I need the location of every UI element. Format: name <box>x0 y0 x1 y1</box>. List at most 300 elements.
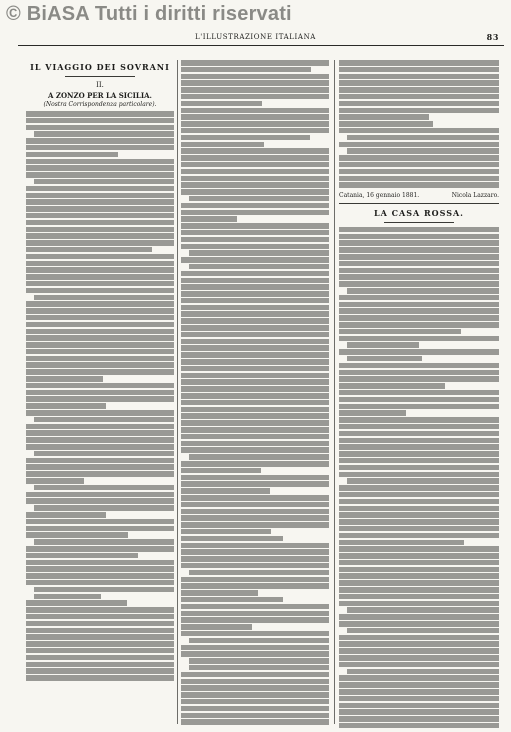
text-line <box>339 182 499 188</box>
text-line <box>181 624 252 630</box>
text-line <box>26 600 127 606</box>
text-line <box>347 288 499 294</box>
text-line <box>339 580 499 586</box>
text-line <box>339 560 499 566</box>
article-signoff <box>339 192 499 199</box>
text-line <box>26 424 174 430</box>
text-line <box>189 658 329 664</box>
text-line <box>34 295 174 301</box>
text-line <box>339 101 499 107</box>
text-line <box>26 213 174 219</box>
text-line <box>339 336 499 342</box>
text-line <box>181 475 329 481</box>
text-line <box>339 128 499 134</box>
text-line <box>181 522 329 528</box>
text-line <box>339 533 499 539</box>
text-line <box>181 332 329 338</box>
text-line <box>26 607 174 613</box>
text-line <box>339 74 499 80</box>
text-line <box>339 472 499 478</box>
text-line <box>26 199 174 205</box>
text-line <box>181 719 329 725</box>
text-line <box>339 60 499 66</box>
text-line <box>181 169 329 175</box>
text-line <box>339 240 499 246</box>
text-line <box>26 396 174 402</box>
text-line <box>26 546 174 552</box>
text-line <box>339 512 499 518</box>
text-line <box>339 438 499 444</box>
text-line <box>181 699 329 705</box>
text-line <box>339 176 499 182</box>
text-line <box>181 352 329 358</box>
text-line <box>339 655 499 661</box>
text-line <box>339 227 499 233</box>
text-line <box>26 668 174 674</box>
text-line <box>181 468 261 474</box>
text-line <box>26 390 174 396</box>
text-line <box>26 186 174 192</box>
text-line <box>26 519 174 525</box>
column-2 <box>181 60 329 728</box>
text-line <box>181 148 329 154</box>
text-line <box>26 498 174 504</box>
text-line <box>26 125 174 131</box>
text-line <box>181 556 329 562</box>
text-line <box>26 362 174 368</box>
text-line <box>339 723 499 728</box>
text-line <box>339 716 499 722</box>
signoff-author: Nicola Lazzaro. <box>451 191 499 199</box>
text-line <box>181 176 329 182</box>
text-line <box>339 431 499 437</box>
text-line <box>26 145 174 151</box>
text-line <box>189 264 329 270</box>
text-line <box>339 329 461 335</box>
text-line <box>34 417 174 423</box>
text-line <box>181 515 329 521</box>
text-line <box>26 274 174 280</box>
signoff-place-date: Catania, 16 gennaio 1881. <box>339 191 420 199</box>
text-line <box>181 284 329 290</box>
text-line <box>181 549 329 555</box>
text-line <box>34 451 174 457</box>
text-line <box>181 210 329 216</box>
text-line <box>347 478 499 484</box>
text-line <box>181 529 271 535</box>
text-line <box>189 638 329 644</box>
text-line <box>339 254 499 260</box>
text-line <box>181 488 270 494</box>
text-line <box>181 230 329 236</box>
text-line <box>339 376 499 382</box>
text-line <box>339 424 499 430</box>
text-line <box>26 573 174 579</box>
text-line <box>181 413 329 419</box>
text-line <box>181 481 329 487</box>
text-line <box>181 278 329 284</box>
text-line <box>34 179 174 185</box>
text-line <box>339 302 499 308</box>
text-line <box>181 60 329 66</box>
text-line <box>26 254 174 260</box>
text-line <box>339 308 499 314</box>
text-line <box>181 189 329 195</box>
text-line <box>339 142 499 148</box>
text-line <box>339 703 499 709</box>
text-line <box>181 713 329 719</box>
text-line <box>339 567 499 573</box>
text-line <box>339 458 499 464</box>
text-line <box>189 570 329 576</box>
text-line <box>181 577 329 583</box>
text-line <box>26 634 174 640</box>
text-line <box>339 169 499 175</box>
text-line <box>339 594 499 600</box>
column-1 <box>26 60 174 728</box>
text-line <box>26 206 174 212</box>
text-line <box>339 155 499 161</box>
text-line <box>339 519 499 525</box>
text-line <box>181 359 329 365</box>
text-line <box>339 465 499 471</box>
text-line <box>339 397 499 403</box>
text-line <box>339 383 445 389</box>
text-line <box>26 227 174 233</box>
column-separator <box>334 60 335 724</box>
text-line <box>181 305 329 311</box>
text-line <box>339 274 499 280</box>
text-line <box>339 234 499 240</box>
text-line <box>26 526 174 532</box>
text-line <box>181 128 329 134</box>
text-line <box>181 427 329 433</box>
text-line <box>339 635 499 641</box>
text-line <box>181 244 329 250</box>
text-line <box>26 329 174 335</box>
text-line <box>26 220 174 226</box>
text-line <box>339 295 499 301</box>
text-line <box>339 108 499 114</box>
column-3 <box>339 60 499 728</box>
text-line <box>181 325 329 331</box>
text-line <box>339 80 499 86</box>
text-line <box>26 464 174 470</box>
text-line <box>339 94 499 100</box>
text-line <box>339 526 499 532</box>
text-line <box>26 281 174 287</box>
text-line <box>181 121 329 127</box>
text-line <box>26 308 174 314</box>
text-line <box>189 665 329 671</box>
text-line <box>181 345 329 351</box>
text-line <box>339 662 499 668</box>
text-line <box>26 532 128 538</box>
text-line <box>26 247 152 253</box>
text-line <box>26 159 174 165</box>
text-line <box>189 454 329 460</box>
text-line <box>26 193 174 199</box>
text-line <box>181 543 329 549</box>
text-line <box>339 689 499 695</box>
text-line <box>181 400 329 406</box>
text-line <box>181 223 329 229</box>
text-line <box>26 267 174 273</box>
text-line <box>181 237 329 243</box>
text-line <box>181 87 329 93</box>
text-line <box>181 135 310 141</box>
title-rule <box>384 222 454 223</box>
text-line <box>181 318 329 324</box>
text-line <box>339 682 499 688</box>
text-line <box>181 502 329 508</box>
text-line <box>347 628 499 634</box>
text-line <box>339 451 499 457</box>
text-line <box>181 563 329 569</box>
text-line <box>181 447 329 453</box>
text-line <box>26 322 174 328</box>
text-line <box>339 675 499 681</box>
article-body-text <box>339 60 499 188</box>
article-body-text <box>339 227 499 728</box>
running-head-title: L'ILLUSTRAZIONE ITALIANA <box>195 33 316 41</box>
text-line <box>181 604 329 610</box>
text-line <box>181 495 329 501</box>
text-line <box>26 369 174 375</box>
text-line <box>339 114 429 120</box>
article-title: IL VIAGGIO DEI SOVRANI <box>30 62 170 72</box>
section-number: II. <box>96 81 104 89</box>
text-line <box>181 393 329 399</box>
text-line <box>26 261 174 267</box>
text-line <box>181 74 329 80</box>
text-line <box>26 492 174 498</box>
text-line <box>26 662 174 668</box>
text-line <box>339 67 499 73</box>
text-line <box>26 138 174 144</box>
text-line <box>26 152 118 158</box>
text-line <box>26 648 174 654</box>
text-line <box>181 114 329 120</box>
text-line <box>26 444 174 450</box>
text-line <box>189 250 329 256</box>
text-line <box>339 621 499 627</box>
text-line <box>339 573 499 579</box>
article-divider <box>339 203 499 204</box>
text-line <box>181 407 329 413</box>
text-line <box>26 471 174 477</box>
header-rule <box>18 45 504 46</box>
text-line <box>339 370 499 376</box>
watermark: © BiASA Tutti i diritti riservati <box>6 3 292 25</box>
text-line <box>181 583 329 589</box>
text-line <box>181 203 329 209</box>
text-line <box>339 553 499 559</box>
text-line <box>339 87 499 93</box>
text-line <box>181 379 329 385</box>
text-line <box>339 648 499 654</box>
text-line <box>181 509 329 515</box>
text-line <box>34 505 174 511</box>
column-separator <box>177 60 178 724</box>
text-line <box>26 315 174 321</box>
text-line <box>181 434 329 440</box>
text-line <box>26 172 174 178</box>
text-line <box>181 597 283 603</box>
text-line <box>181 536 283 542</box>
text-line <box>339 485 499 491</box>
text-line <box>339 506 499 512</box>
text-line <box>181 461 329 467</box>
text-line <box>26 111 174 117</box>
text-line <box>339 492 499 498</box>
text-line <box>339 587 499 593</box>
text-line <box>181 101 262 107</box>
text-line <box>347 607 499 613</box>
text-line <box>339 162 499 168</box>
text-line <box>26 566 174 572</box>
text-line <box>347 669 499 675</box>
text-line <box>181 142 264 148</box>
text-line <box>181 80 329 86</box>
text-line <box>34 485 174 491</box>
text-line <box>26 580 174 586</box>
text-line <box>181 706 329 712</box>
text-line <box>181 672 329 678</box>
text-line <box>26 621 174 627</box>
text-line <box>26 430 174 436</box>
text-line <box>26 478 84 484</box>
text-line <box>339 390 499 396</box>
text-line <box>26 403 106 409</box>
text-line <box>181 685 329 691</box>
title-rule <box>65 76 135 77</box>
text-line <box>26 383 174 389</box>
text-line <box>181 257 329 263</box>
text-line <box>339 322 499 328</box>
text-line <box>181 271 329 277</box>
text-line <box>347 356 422 362</box>
text-line <box>181 67 311 73</box>
article-body-text <box>181 60 329 725</box>
text-line <box>339 696 499 702</box>
text-line <box>26 118 174 124</box>
text-line <box>26 356 174 362</box>
text-line <box>339 601 499 607</box>
text-line <box>339 546 499 552</box>
text-line <box>26 349 174 355</box>
text-line <box>181 631 329 637</box>
text-line <box>339 709 499 715</box>
article-title: LA CASA ROSSA. <box>374 207 464 218</box>
text-line <box>347 342 419 348</box>
text-line <box>26 512 106 518</box>
running-head <box>0 28 511 44</box>
text-line <box>181 692 329 698</box>
text-line <box>34 594 101 600</box>
text-line <box>26 628 174 634</box>
text-line <box>26 553 138 559</box>
text-line <box>181 617 329 623</box>
text-line <box>181 645 329 651</box>
text-line <box>26 560 174 566</box>
text-line <box>339 614 499 620</box>
text-line <box>339 268 499 274</box>
text-line <box>339 121 433 127</box>
text-line <box>181 291 329 297</box>
correspondent-note: (Nostra Corrispondenza particolare). <box>43 101 157 108</box>
text-line <box>339 261 499 267</box>
text-line <box>181 366 329 372</box>
text-line <box>181 611 329 617</box>
text-line <box>339 641 499 647</box>
text-line <box>26 458 174 464</box>
text-line <box>181 216 237 222</box>
article-subtitle: A ZONZO PER LA SICILIA. <box>47 91 152 100</box>
text-line <box>181 441 329 447</box>
text-line <box>181 679 329 685</box>
text-line <box>339 404 499 410</box>
text-line <box>339 444 499 450</box>
text-line <box>181 311 329 317</box>
text-line <box>26 641 174 647</box>
text-line <box>181 298 329 304</box>
text-line <box>34 131 174 137</box>
text-line <box>339 247 499 253</box>
text-line <box>26 165 174 171</box>
text-line <box>26 410 174 416</box>
text-line <box>34 587 174 593</box>
text-line <box>181 386 329 392</box>
text-line <box>339 281 499 287</box>
text-line <box>26 288 174 294</box>
text-line <box>26 240 174 246</box>
text-line <box>339 417 499 423</box>
text-line <box>339 349 499 355</box>
text-line <box>181 651 329 657</box>
text-line <box>339 410 406 416</box>
text-line <box>181 108 329 114</box>
text-line <box>181 162 329 168</box>
text-line <box>189 196 329 202</box>
text-line <box>26 614 174 620</box>
text-line <box>34 539 174 545</box>
text-line <box>26 233 174 239</box>
text-line <box>26 301 174 307</box>
text-line <box>339 540 464 546</box>
text-line <box>339 363 499 369</box>
text-line <box>26 675 174 681</box>
text-line <box>26 437 174 443</box>
text-line <box>181 155 329 161</box>
text-line <box>347 148 499 154</box>
article-body-text <box>26 111 174 681</box>
text-line <box>181 590 258 596</box>
text-line <box>339 315 499 321</box>
text-line <box>26 655 174 661</box>
page-number: 83 <box>486 32 499 42</box>
text-line <box>347 135 499 141</box>
text-line <box>181 182 329 188</box>
text-line <box>339 499 499 505</box>
text-line <box>181 94 329 100</box>
text-line <box>26 335 174 341</box>
text-line <box>181 420 329 426</box>
text-line <box>26 342 174 348</box>
text-line <box>181 339 329 345</box>
text-line <box>26 376 103 382</box>
text-line <box>181 373 329 379</box>
